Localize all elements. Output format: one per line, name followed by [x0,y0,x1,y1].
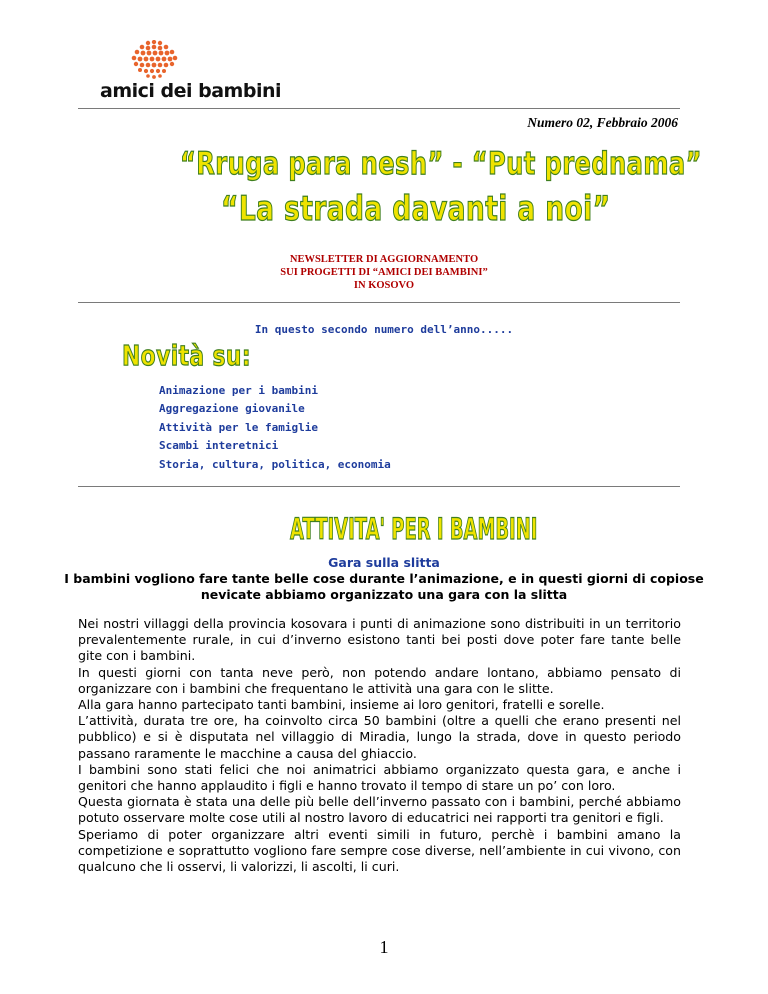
article-paragraph: Speriamo di poter organizzare altri eventi simili in futuro, perchè i bambini amano la competizione e soprattutto vogliono fare sempre cose diverse, nell’ambiente in cui vivono, con qualcuno che li osservi, li valorizzi, li ascolti, li curi. [78,826,681,875]
article-paragraph: Alla gara hanno partecipato tanti bambini, insieme ai loro genitori, fratelli e sorelle. [78,697,605,713]
issue-intro: In questo secondo numero dell’anno..... [254,323,514,336]
newsletter-line-3: IN KOSOVO [353,280,415,291]
section-heading: ATTIVITA' PER I BAMBINI [290,512,538,546]
newsletter-line-1: NEWSLETTER DI AGGIORNAMENTO [289,254,479,265]
topic-item: Animazione per i bambini [159,384,318,397]
article-paragraph: Questa giornata è stata una delle più belle dell’inverno passato con i bambini, perché abbiamo potuto osservare molte cose utili al nostro lavoro di educatrici nei rapporti tra genitori e figli. [78,794,681,826]
article-paragraph: Nei nostri villaggi della provincia kosovara i punti di animazione sono distribuiti in un territorio prevalentemente rurale, in cui d’inverno esistono tanti bei posti dove poter fare tante belle gite con i bambini. [78,616,681,664]
article-subtitle: I bambini vogliono fare tante belle cose durante l’animazione, e in questi giorni di copiose nevicate abbiamo organizzato una gara con la slitta [64,571,704,602]
topic-item: Scambi interetnici [159,439,279,453]
divider [78,302,680,303]
logo-text: amici dei bambini [100,80,282,102]
newsletter-line-2: SUI PROGETTI DI “AMICI DEI BAMBINI” [280,267,488,278]
article-paragraph: I bambini sono stati felici che noi animatrici abbiamo organizzato questa gara, e anche i genitori che hanno applaudito i figli e hanno trovato il tempo di stare un po’ con loro. [78,761,681,794]
newsletter-caption [0,253,768,292]
masthead-title-line1: “Rruga para nesh” - “Put prednama” [180,146,702,182]
divider [78,486,680,487]
topics-list [159,382,391,474]
masthead-title-line2: “La strada davanti a noi” [221,189,611,229]
page-number: 1 [379,937,389,957]
article-body [78,616,681,875]
amici-dei-bambini-logo [100,40,282,102]
header-divider [78,108,680,109]
article-paragraph: L’attività, durata tre ore, ha coinvolto circa 50 bambini (oltre a quelli che erano presenti nel pubblico) e si è disputata nel villaggio di Miradia, lungo la strada, dove in questo periodo passano raramente le macchine a causa del ghiaccio. [78,713,681,761]
issue-line: Numero 02, Febbraio 2006 [527,115,678,130]
topic-item: Attività per le famiglie [159,420,318,434]
article-title: Gara sulla slitta [328,555,440,570]
novita-heading: Novità su: [122,339,251,372]
topic-item: Aggregazione giovanile [159,402,305,416]
topic-item: Storia, cultura, politica, economia [159,457,391,471]
article-paragraph: In questi giorni con tanta neve però, non potendo andare lontano, abbiamo pensato di organizzare con i bambini che frequentano le attività una gara con le slitte. [78,664,681,696]
